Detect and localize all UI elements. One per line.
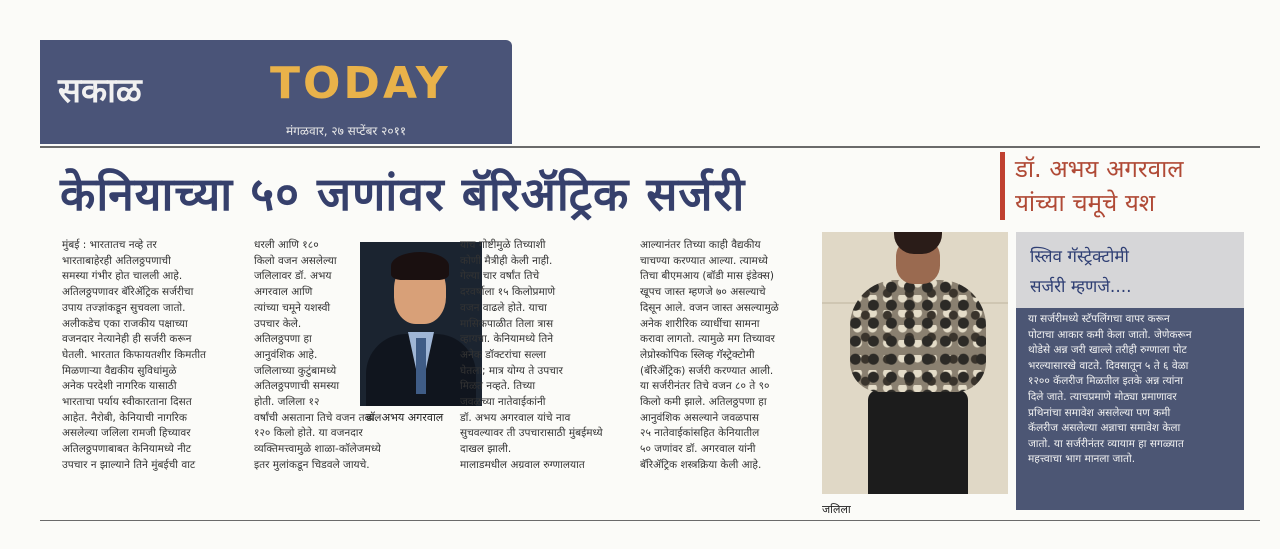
column-line: २५ नातेवाईकांसहित केनियातील: [640, 427, 760, 440]
sidebar-line: भरल्यासारखे वाटते. दिवसातून ५ ते ६ वेळा: [1028, 359, 1189, 372]
sidebar-title-line-2: सर्जरी म्हणजे....: [1030, 277, 1132, 297]
issue-date: मंगळवार, २७ सप्टेंबर २०११: [286, 124, 407, 138]
column-line: दाखल झाली.: [460, 443, 512, 456]
column-line: किलो कमी झाले. अतिलठ्ठपणा हा: [640, 396, 767, 409]
article-headline: केनियाच्या ५० जणांवर बॅरिॲट्रिक सर्जरी: [60, 167, 746, 221]
column-line: गेल्या चार वर्षांत तिचे: [460, 270, 540, 283]
sidebar-line: दिले जाते. त्याचप्रमाणे मोठ्या प्रमाणावर: [1028, 390, 1177, 403]
column-line: होती. जलिला १२: [254, 396, 320, 409]
credit-box: [1000, 152, 1245, 220]
sidebar-header: [1016, 232, 1244, 308]
column-line: अगरवाल आणि: [254, 286, 313, 299]
article-column-1: [62, 238, 240, 474]
credit-line-1: डॉ. अभय अगरवाल: [1015, 155, 1184, 183]
column-line: मुंबई : भारतातच नव्हे तर: [62, 239, 157, 251]
sidebar-body: [1016, 308, 1244, 510]
top-rule: [40, 146, 1260, 148]
sidebar-line: थोडेसे अन्न जरी खाल्ले तरीही रुग्णाला पोट: [1028, 344, 1187, 357]
column-line: दरवर्षाला १५ किलोप्रमाणे: [460, 286, 556, 299]
sidebar-line: महत्त्वाचा भाग मानला जातो.: [1028, 453, 1136, 466]
column-line: आनुवंशिक आहे.: [254, 348, 318, 361]
column-line: किलो वजन असलेल्या: [254, 254, 337, 267]
sidebar-line: कॅलरीज असलेल्या अन्नाचा समावेश केला: [1028, 422, 1181, 435]
column-line: या सर्जरीनंतर तिचे वजन ८० ते ९०: [640, 380, 770, 393]
column-line: व्यक्तिमत्त्वामुळे शाळा-कॉलेजमध्ये: [254, 443, 381, 456]
masthead: [40, 40, 512, 144]
column-line: मिळत नव्हते. तिच्या: [460, 380, 536, 393]
column-line: घेतली. भारतात किफायतशीर किमतीत: [62, 348, 207, 361]
column-line: डॉ. अभय अगरवाल यांचे नाव: [460, 411, 571, 424]
column-line: मासिकपाळीत तिला त्रास: [460, 317, 554, 330]
sidebar-title-line-1: स्लिव गॅस्ट्रेक्टोमी: [1030, 247, 1129, 267]
column-line: जलिलावर डॉ. अभय: [254, 270, 332, 283]
column-line: उपचार केले.: [254, 317, 302, 330]
column-line: जवळच्या नातेवाईकांनी: [460, 396, 546, 409]
column-line: जलिलाच्या कुटुंबामध्ये: [254, 364, 337, 377]
article-column-4: [640, 238, 818, 474]
column-line: अनेक परदेशी नागरिक यासाठी: [62, 380, 177, 393]
column-line: करावा लागतो. त्यामुळे मग तिच्यावर: [640, 333, 775, 346]
column-line: तिचा बीएमआय (बॉडी मास इंडेक्स): [640, 270, 774, 283]
sidebar-line: प्रथिनांचा समावेश असलेल्या पण कमी: [1028, 406, 1171, 419]
column-line: घेतला; मात्र योग्य ते उपचार: [460, 364, 563, 377]
patient-photo: [822, 232, 1008, 494]
column-line: अनेक डॉक्टरांचा सल्ला: [460, 348, 547, 361]
column-line: अतिलठ्ठपणाबाबत केनियामध्ये नीट: [62, 443, 192, 456]
column-line: दिसून आले. वजन जास्त असल्यामुळे: [640, 301, 779, 314]
column-line: भारताचा पर्याय स्वीकारताना दिसत: [62, 396, 192, 409]
column-line: (बॅरिॲट्रिक) सर्जरी करण्यात आली.: [640, 364, 774, 377]
column-line: व्हायचा. केनियामध्ये तिने: [460, 333, 554, 346]
column-line: ५० जणांवर डॉ. अगरवाल यांनी: [640, 443, 756, 456]
column-line: असलेल्या जलिला रामजी हिच्यावर: [62, 427, 191, 440]
column-line: बॅरिॲट्रिक शस्त्रक्रिया केली आहे.: [640, 458, 762, 471]
sidebar-line: या सर्जरीमध्ये स्टॅपलिंगचा वापर करून: [1028, 313, 1170, 325]
sidebar-line: पोटाचा आकार कमी केला जातो. जेणेकरून: [1028, 328, 1192, 341]
column-line: याच गोष्टीमुळे तिच्याशी: [460, 239, 546, 251]
sidebar-line: जातो. या सर्जरीनंतर व्यायाम हा सगळ्यात: [1028, 437, 1184, 450]
article-column-3: [460, 238, 636, 474]
column-line: भारताबाहेरही अतिलठ्ठपणाची: [62, 254, 171, 267]
column-line: अलीकडेच एका राजकीय पक्षाच्या: [62, 317, 188, 330]
column-line: आल्यानंतर तिच्या काही वैद्यकीय: [640, 239, 761, 251]
patient-photo-caption: जलिला: [822, 503, 851, 516]
column-line: धरली आणि १८०: [254, 239, 319, 251]
doctor-photo-caption: डॉ. अभय अगरवाल: [366, 411, 444, 424]
column-line: अनेक शारीरिक व्याधींचा सामना: [640, 317, 760, 330]
column-line: अतिलठ्ठपणावर बॅरिॲट्रिक सर्जरीचा: [62, 286, 194, 299]
column-line: वजन वाढले होते. याचा: [460, 301, 547, 314]
column-line: मिळणाऱ्या वैद्यकीय सुविधांमुळे: [62, 364, 177, 377]
column-line: १२० किलो होते. या वजनदार: [254, 427, 363, 440]
column-line: वजनदार नेत्यानेही ही सर्जरी करून: [62, 333, 192, 346]
section-title: TODAY: [270, 58, 451, 109]
column-line: त्यांच्या चमूने यशस्वी: [254, 301, 331, 314]
column-line: सुचवल्यावर ती उपचारासाठी मुंबईमध्ये: [460, 427, 603, 440]
column-line: चाचण्या करण्यात आल्या. त्यामध्ये: [640, 254, 768, 267]
column-line: अतिलठ्ठपणा हा: [254, 333, 312, 346]
newspaper-logo: सकाळ: [58, 71, 142, 111]
column-line: उपचार न झाल्याने तिने मुंबईची वाट: [62, 458, 196, 471]
column-line: कोणी मैत्रीही केली नाही.: [460, 254, 553, 267]
sidebar-line: १२०० कॅलरीज मिळतील इतके अन्न त्यांना: [1028, 375, 1183, 388]
column-line: लेप्रोस्कोपिक स्लिव्ह गॅस्ट्रेक्टोमी: [640, 348, 755, 361]
column-line: समस्या गंभीर होत चालली आहे.: [62, 270, 183, 283]
column-line: मालाडमधील अग्रवाल रुग्णालयात: [460, 458, 585, 471]
column-line: खूपच जास्त म्हणजे ७० असल्याचे: [640, 286, 766, 299]
column-line: आनुवंशिक असल्याने जवळपास: [640, 411, 759, 424]
column-line: अतिलठ्ठपणाची समस्या: [254, 380, 340, 393]
bottom-rule: [40, 520, 1260, 521]
column-line: उपाय तज्ज्ञांकडून सुचवला जातो.: [62, 301, 186, 314]
column-line: आहेत. नैरोबी, केनियाची नागरिक: [62, 411, 187, 424]
credit-line-2: यांच्या चमूचे यश: [1015, 189, 1156, 217]
column-line: इतर मुलांकडून चिडवले जायचे.: [254, 458, 370, 471]
column-line: वर्षांची असताना तिचे वजन तब्बल: [254, 411, 382, 424]
